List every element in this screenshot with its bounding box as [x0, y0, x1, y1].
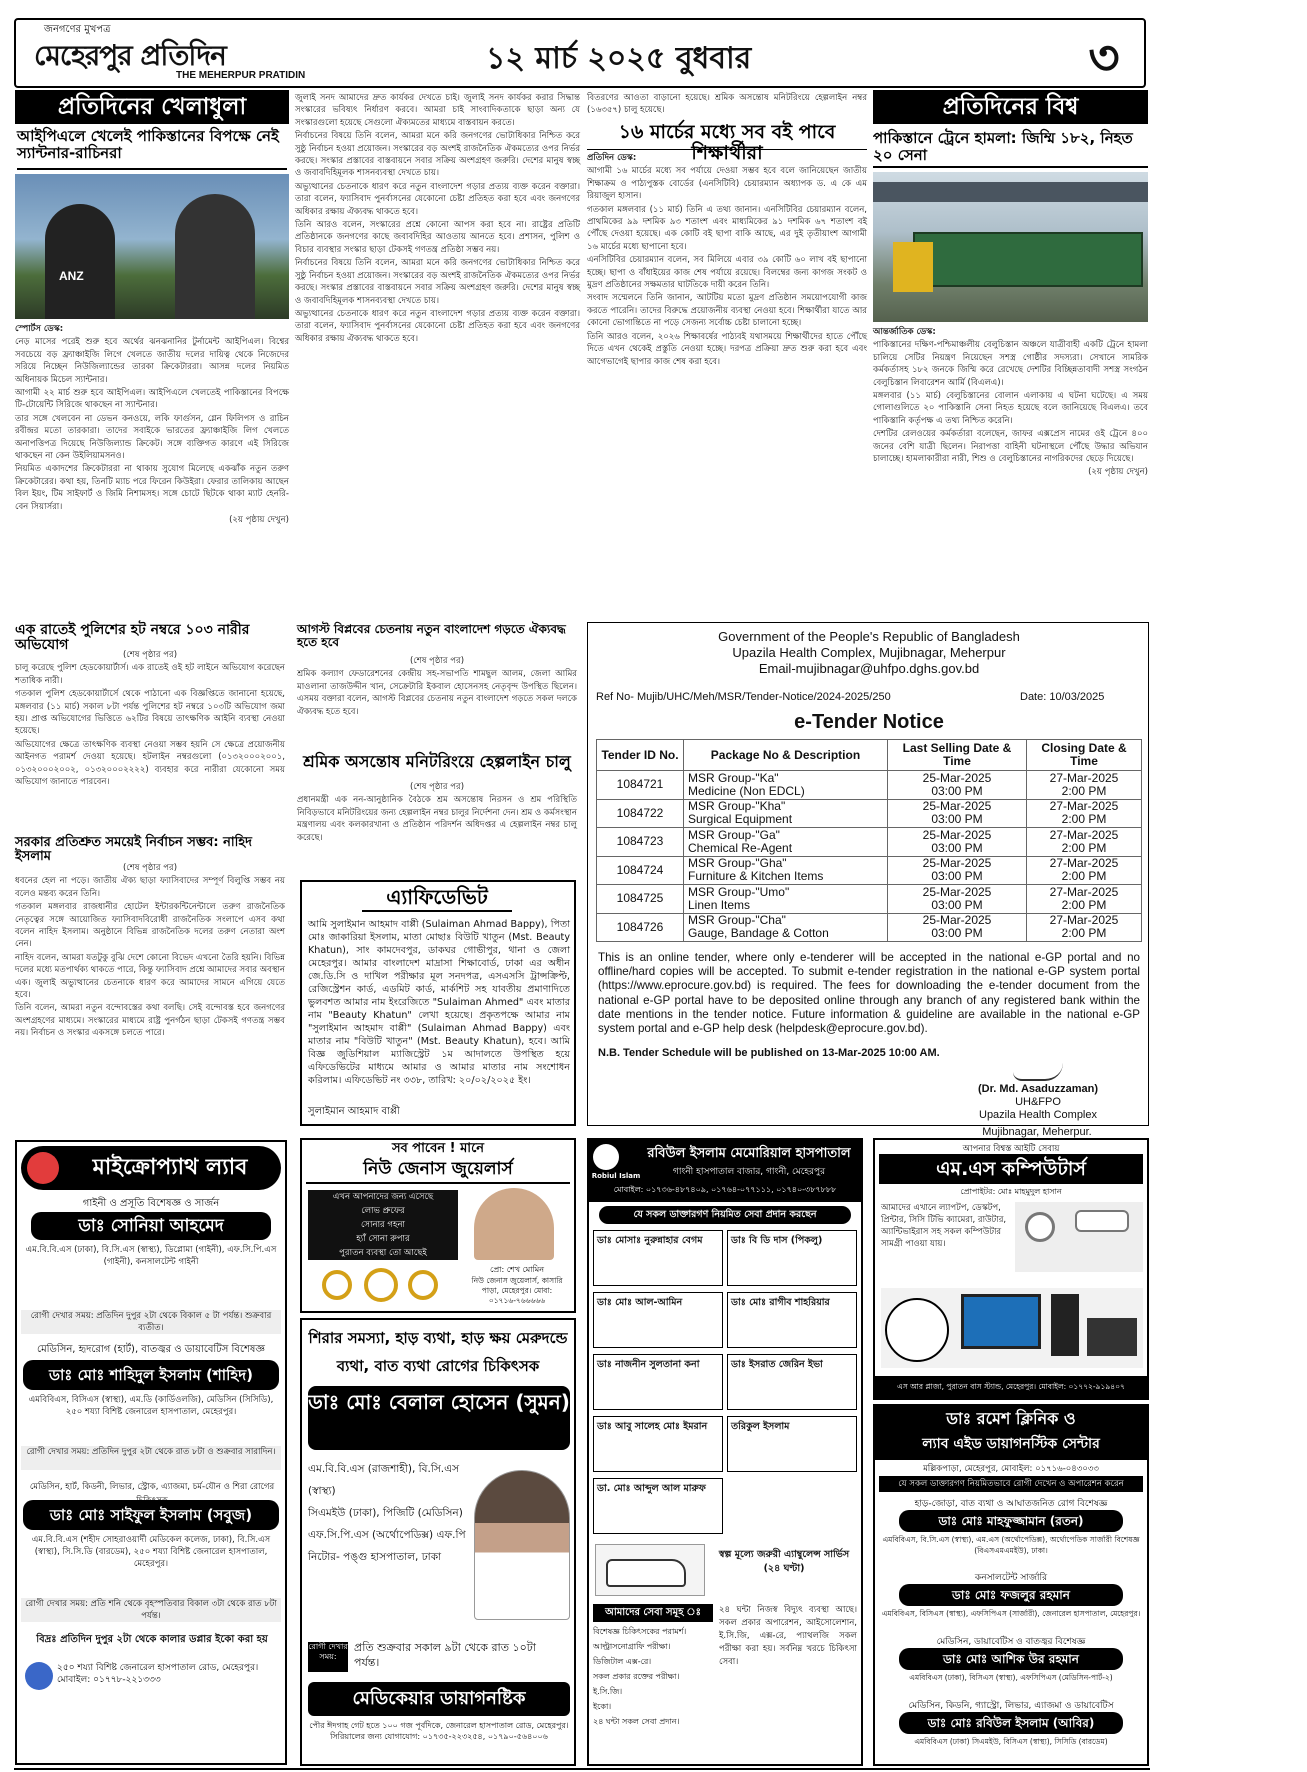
- package-desc: Surgical Equipment: [688, 812, 793, 827]
- sports-headline: আইপিএলে খেলেই পাকিস্তানের বিপক্ষে নেই স্যান্টনার-রাচিনরা: [17, 128, 287, 170]
- d1-role: হাড়-জোড়া, বাত ব্যথা ও আঘাতজনিত রোগ বিশেষজ্ঞ: [914, 1499, 1108, 1509]
- belal-name: ডাঃ মোঃ বেলাল হোসেন (সুমন): [308, 1386, 570, 1450]
- jewel-line: এখন আপনাদের জন্য এসেছে: [332, 1192, 434, 1202]
- col-header: Closing Date & Time: [1027, 740, 1142, 771]
- train-front: [893, 242, 933, 292]
- closing-cell: [1027, 885, 1142, 914]
- selling-cell: [888, 885, 1027, 914]
- micropath-title-text: মাইক্রোপ্যাথ ল্যাব: [92, 1155, 248, 1180]
- package-desc: Gauge, Bandage & Cotton: [688, 926, 829, 941]
- doctor-entry: ডাঃ বি ডি দাস (পিকলু): [727, 1230, 857, 1286]
- sports-body: [15, 323, 289, 600]
- selling-time: 03:00 PM: [931, 783, 983, 798]
- ad-ms-computers: [873, 1138, 1149, 1400]
- service-item: ডিজিটাল এক্স-রে।: [593, 1657, 652, 1666]
- table-row: [597, 799, 1142, 828]
- belal-degree: সিএমইউ (ঢাকা), পিজিটি (মেডিসিন): [308, 1507, 463, 1519]
- table-row: [597, 856, 1142, 885]
- player-left: [45, 204, 115, 319]
- doc3-time: রোগী দেখার সময়: প্রতি শনি থেকে বৃহস্পতিবার বিকাল ৩টা থেকে রাত ৮টা পর্যন্ত।: [21, 1598, 281, 1622]
- gov-line1: Government of the People's Republic of Bangladesh: [718, 629, 1020, 644]
- election-para: ধবনের হেল না পড়ে। জাতীয় ঐক্য ছাড়া ফ্যাসিবাদের সম্পূর্ণ বিলুপ্তি সম্ভব নয় বলেও মন্তব্য করেন তিনি।: [15, 876, 285, 899]
- police-para: চালু করেছে পুলিশ হেডকোয়ার্টার্স। এক রাতেই ওই হট লাইনে অভিযোগ করেছেন শতাধিক নারী।: [15, 663, 285, 686]
- august-headline: আগস্ট বিপ্লবের চেতনায় নতুন বাংলাদেশ গড়তে ঐক্যবদ্ধ হতে হবে: [297, 622, 566, 650]
- services-title: আমাদের সেবা সমূহ ঃ: [593, 1604, 713, 1622]
- world-headline: পাকিস্তানে ট্রেনে হামলা: জিম্মি ১৮২, নিহত ২০ সেনা: [873, 130, 1148, 168]
- doc1-time: রোগী দেখার সময়: প্রতিদিন দুপুর ২টা থেকে বিকাল ৫ টা পর্যন্ত। শুক্রবার ব্যতীত।: [21, 1310, 281, 1334]
- selling-time: 03:00 PM: [931, 926, 983, 941]
- article-para: নির্বাচনের বিষয়ে তিনি বলেন, আমরা মনে করি জনগণের ভোটাধিকার নিশ্চিত করে সুষ্ঠু নির্বাচন হওয়া প্রয়োজন। সংস্কারের বড় অংশই রাজনৈতিক ঐকমত্যের ওপর নির্ভর করছে। সংস্কার প্রস্তাবের বাস্তবায়নে সবার সক্রিয় অংশগ্রহণ জরুরি। দেশের মানুষ স্বচ্ছ ও জবাবদিহিমূলক শাসনব্যবস্থা দেখতে চায়।: [295, 131, 580, 179]
- gov-line2: Upazila Health Complex, Mujibnagar, Meherpur: [732, 645, 1006, 660]
- ad-rabiul-hospital: [587, 1138, 863, 1766]
- micropath-footer: বিদ্রঃ প্রতিদিন দুপুর ২টা থেকে কালার ডপ্লার ইকো করা হয়: [36, 1634, 268, 1645]
- d2-name: ডাঃ মোঃ ফজলুর রহমান: [899, 1584, 1123, 1606]
- election-para: নাহিদ বলেন, আমরা যতটুকু বুঝি দেশে কোনো বিভেদ এখনো তৈরি হয়নি। বিভিন্ন দলের মধ্যে মতপার্থক্য থাকতে পারে, কিন্তু ফ্যাসিবাদ প্রশ্নে আমাদের সবার অবস্থান এক। জুলাই অভ্যুত্থানের চেতনাকে ধারণ করে আমাদের সামনে এগিয়ে যেতে হবে।: [15, 952, 285, 1001]
- col-header: Tender ID No.: [597, 740, 684, 771]
- hospital-logo-icon: [593, 1144, 619, 1170]
- ad-jewellers: [300, 1138, 576, 1313]
- jewel-line: পুরাতন ব্যবস্থা তো আছেই: [339, 1248, 427, 1258]
- d3-degree: এমবিবিএস (ঢাকা), বিসিএস (স্বাস্থ্য), এফসিপিএস (মেডিসিন-পার্ট-২): [909, 1673, 1113, 1682]
- hospital-address: গাংনী হাসপাতাল বাজার, গাংনী, মেহেরপুর: [672, 1167, 826, 1177]
- police-para: অভিযোগের ক্ষেত্রে তাৎক্ষণিক ব্যবস্থা নেওয়া সম্ভব হয়নি সে ক্ষেত্রে প্রয়োজনীয় আইনগত পরামর্শ দেওয়া হয়েছে। হটলাইন নম্বরগুলো (০১৩২০০০২০০১, ০১৩২০০০২০০২, ০১৩২০০০২২২২) ব্যবহার করে নারীরা যেকোনো সময় অভিযোগ জানাতে পারবেন।: [15, 739, 285, 788]
- selling-time: 03:00 PM: [931, 869, 983, 884]
- doc2-time: রোগী দেখার সময়: প্রতিদিন দুপুর ২টা থেকে রাত ৮টা ও শুক্রবার সারাদিন।: [21, 1446, 281, 1470]
- signatory-title: UH&FPO: [1015, 1096, 1061, 1108]
- services-list: [593, 1624, 717, 1762]
- tender-table-wrap: [596, 739, 1142, 941]
- d3-role: মেডিসিন, ডায়াবেটিস ও বাতজ্বর বিশেষজ্ঞ: [936, 1637, 1086, 1647]
- ramesh-address: মল্লিকপাড়া, মেহেরপুর, মোবাইল: ০১৭১৬-০৪৩০৩৩: [923, 1464, 1099, 1474]
- service-item: ই.সি.জি।: [593, 1687, 623, 1696]
- selling-time: 03:00 PM: [931, 840, 983, 855]
- package-no: MSR Group-"Ka": [688, 770, 779, 785]
- package-cell: [684, 856, 888, 885]
- package-no: MSR Group-"Umo": [688, 884, 790, 899]
- service-item: বিশেষজ্ঞ চিকিৎসকের পরামর্শ।: [593, 1627, 687, 1636]
- owner-name: প্রো: শেখ মোমিন: [489, 1265, 545, 1274]
- micropath-logo-icon: [27, 1152, 59, 1184]
- doc2-role: মেডিসিন, হৃদরোগ (হার্ট), বাতজ্বর ও ডায়াবেটিস বিশেষজ্ঞ: [37, 1344, 265, 1355]
- doctor-entry: তরিকুল ইসলাম: [727, 1416, 857, 1472]
- doctor-entry: ডা. মোঃ আব্দুল আল মারুফ: [593, 1478, 723, 1534]
- train-body: [913, 232, 1143, 287]
- books-para: গতকাল মঙ্গলবার (১১ মার্চ) তিনি এ তথ্য জানান। এনসিটিবির চেয়ারম্যান বলেন, প্রাথমিকের ৯৯ দশমিক ৯৩ শতাংশ এবং মাধ্যমিকের ৯১ দশমিক ৬৭ শতাংশ বই পৌঁছে দেওয়া হয়েছে। এক কোটি বই ছাপা বাকি আছে, এর দুই তৃতীয়াংশ আগামী ১৬ মার্চের মধ্যে ছাপানো হবে।: [587, 204, 867, 252]
- closing-cell: [1027, 799, 1142, 828]
- player-right: [175, 194, 255, 319]
- package-desc: Chemical Re-Agent: [688, 840, 793, 855]
- doc1-name: ডাঃ সোনিয়া আহমেদ: [31, 1212, 271, 1240]
- d4-degree: এমবিবিএস (ঢাকা) সিএমইউ, বিসিএস (স্বাস্থ্য), সিসিডি (বারডেম): [914, 1737, 1108, 1746]
- page-bottom-rule: [14, 1768, 1150, 1770]
- medicare-title: মেডিকেয়ার ডায়াগনষ্টিক: [308, 1682, 570, 1716]
- tender-table: [596, 739, 1142, 942]
- police-article: [15, 623, 285, 833]
- issue-date: ১২ মার্চ ২০২৫ বুধবার: [486, 41, 752, 76]
- selling-cell: [888, 856, 1027, 885]
- ring-icon: [364, 1268, 398, 1302]
- selling-time: 03:00 PM: [931, 812, 983, 827]
- badge-icon: [885, 1298, 949, 1362]
- article-para: অভ্যুত্থানের চেতনাকে ধারণ করে নতুন বাংলাদেশ গড়ার প্রত্যয় ব্যক্ত করেন বক্তারা। তারা বলেন, ফ্যাসিবাদ পুনর্বাসনের যেকোনো চেষ্টা প্রতিহত করা হবে এবং জনগণের অধিকার রক্ষায় ঐক্যবদ্ধ থাকতে হবে।: [295, 181, 580, 217]
- helpline-para: প্রধানমন্ত্রী এক নন-আনুষ্ঠানিক বৈঠকে শ্রম অসন্তোষ নিরসন ও শ্রম পরিস্থিতি নিবিড়ভাবে মনিটরিংয়ের জন্য হেল্পলাইন নম্বর চালুর নির্দেশনা দেন। শ্রম ও কর্মসংস্থান মন্ত্রণালয় এবং কলকারখানা ও প্রতিষ্ঠান পরিদর্শন অধিদপ্তর এ হেল্পলাইন নম্বর চালু করেছে।: [297, 795, 577, 843]
- service-item: ইকো।: [593, 1702, 612, 1711]
- ad-micropath: [15, 1140, 287, 1765]
- selling-cell: [888, 913, 1027, 942]
- closing-time: 2:00 PM: [1061, 869, 1107, 884]
- doctor-entry: ডাঃ মোসাঃ নুরুন্নাহার বেগম: [593, 1230, 723, 1286]
- closing-date: 27-Mar-2025: [1049, 913, 1119, 928]
- pc-case-icon: [1051, 1294, 1079, 1356]
- tender-id: 1084726: [597, 913, 684, 942]
- service-item: সকল প্রকার রক্তের পরীক্ষা।: [593, 1672, 680, 1681]
- affidavit-box: [300, 880, 576, 1126]
- tender-id: 1084724: [597, 856, 684, 885]
- table-row: [597, 771, 1142, 800]
- august-body: [297, 655, 577, 747]
- doc3-degree: এম.বি.বি.এস (শহীদ সোহরাওয়ার্দী মেডিকেল কলেজ, ঢাকা), বি.সি.এস (স্বাস্থ্য), সি.সি.ডি (বারডেম), ২৫০ শয্যা বিশিষ্ট জেনারেল হাসপাতাল, মেহেরপুর।: [31, 1535, 271, 1569]
- closing-cell: [1027, 828, 1142, 857]
- closing-cell: [1027, 856, 1142, 885]
- jersey-sponsor: ANZ: [59, 269, 84, 283]
- micropath-address: ২৫০ শয্যা বিশিষ্ট জেনারেল হাসপাতাল রোড, মেহেরপুর। মোবাইল: ০১৭৭৮-২২১৩৩৩: [57, 1663, 259, 1685]
- d2-degree: এমবিবিএস, বিসিএস (স্বাস্থ্য), এফসিপিএস (সার্জারী), জেনারেল হাসপাতাল, মেহেরপুর।: [881, 1609, 1141, 1618]
- selling-cell: [888, 799, 1027, 828]
- jewel-line: সোনার গহনা: [360, 1220, 406, 1230]
- package-cell: [684, 913, 888, 942]
- medicare-address: পৌর ঈদগাহ গেট হতে ১০০ গজ পূর্বদিকে, জেনারেল হাসপাতাল রোড, মেহেরপুর। সিরিয়ালের জন্য যোগাযোগ: ০১৭৩৫-২২৩২৫৪, ০১৭৯০-৫৬৪০০৬: [309, 1721, 569, 1741]
- closing-date: 27-Mar-2025: [1049, 770, 1119, 785]
- package-cell: [684, 771, 888, 800]
- selling-time: 03:00 PM: [931, 897, 983, 912]
- table-row: [597, 885, 1142, 914]
- books-article: [587, 92, 867, 622]
- selling-date: 25-Mar-2025: [922, 884, 992, 899]
- sports-para: নেড় মাসের পরেই শুরু হবে অর্থের ঝনঝনানির টুর্নামেন্ট আইপিএল। বিশ্বের সবচেয়ে বড় ফ্র্যাঞ্চাইজি লিগে খেলতে জাতীয় দলের দায়িত্ব থেকে নিজেদের সরিয়ে নিচ্ছেন নিউজিল্যান্ডের তারকা ক্রিকেটাররা। আসন্ন দলের নিয়মিত অধিনায়ক মিচেল স্যান্টনার।: [15, 337, 289, 385]
- from-page-note: (শেষ পৃষ্ঠার পর): [409, 656, 465, 666]
- camera-icon: [1075, 1210, 1129, 1232]
- computer-address: এস আর প্লাজা, পুরাতন বাস স্ট্যান্ড, মেহেরপুর। মোবাইল: ০১৭৭২-৯১৯৪০৭: [875, 1376, 1147, 1398]
- d4-name: ডাঃ মোঃ রবিউল ইসলাম (আবির): [899, 1712, 1123, 1734]
- package-desc: Linen Items: [688, 897, 751, 912]
- package-no: MSR Group-"Gha": [688, 856, 787, 871]
- ambulance-text: স্বল্প মূল্যে জরুরী এ্যাম্বুলেন্স সার্ভিস (২৪ ঘণ্টা): [718, 1549, 850, 1574]
- printer-icon: [1087, 1318, 1137, 1356]
- rabiul-doctor-list: [591, 1230, 859, 1540]
- newspaper-name-english: THE MEHERPUR PRATIDIN: [176, 70, 306, 81]
- hospital-org: Robiul Islam: [591, 1172, 641, 1180]
- service-item: আল্ট্রাসনোগ্রাফি পরীক্ষা।: [593, 1642, 671, 1651]
- jewel-top: সব পাবেন ! মানে: [391, 1141, 485, 1156]
- doctor-entry: ডাঃ ইসরাত জেরিন ইভা: [727, 1354, 857, 1410]
- tender-title: e-Tender Notice: [794, 711, 944, 733]
- world-section: [873, 90, 1148, 620]
- d3-name: ডাঃ মোঃ আশিক উর রহমান: [899, 1648, 1123, 1670]
- ramesh-header: [875, 1406, 1147, 1460]
- closing-date: 27-Mar-2025: [1049, 884, 1119, 899]
- sports-byline: স্পোর্টস ডেস্ক:: [15, 324, 64, 334]
- package-no: MSR Group-"Cha": [688, 913, 786, 928]
- hospital-phone: মোবাইল: ০১৭৩৬-৪৮৭৪০৯, ০১৭৬৪-০৭৭১১১, ০১৭৪০-৩৮৭৮৮৮: [613, 1185, 837, 1194]
- d1-degree: এমবিবিএস, বি.সি.এস (স্বাস্থ্য), এম.এস (অর্থোপেডিক্স), অর্থোপেডিক সার্জারী বিশেষজ্ঞ (বিএসএমএমইউ), ঢাকা।: [882, 1535, 1140, 1555]
- belal-time-label: রোগী দেখার সময়:: [308, 1642, 348, 1672]
- computers-image: [881, 1288, 1143, 1368]
- d2-role: কনসালটেন্ট সার্জারি: [974, 1573, 1048, 1583]
- helpline-headline: শ্রমিক অসন্তোষ মনিটরিংয়ে হেল্পলাইন চালু: [303, 752, 571, 771]
- selling-date: 25-Mar-2025: [922, 827, 992, 842]
- books-headline: ১৬ মার্চের মধ্যে সব বই পাবে শিক্ষার্থীরা: [587, 122, 867, 150]
- doctor-photo: [474, 1470, 570, 1620]
- computer-desc: আমাদের এখানে ল্যাপটপ, ডেস্কটপ, প্রিন্টার, সিসি টিভি ক্যামেরা, রাউটার, অ্যান্টিভাইরাস সহ সকল কম্পিউটার সামগ্রী পাওয়া যায়।: [881, 1203, 1007, 1249]
- package-desc: Medicine (Non EDCL): [688, 783, 805, 798]
- affidavit-signature: সুলাইমান আহমাদ বাপ্পী: [308, 1106, 400, 1117]
- doc2-name: ডাঃ মোঃ শাহিদুল ইসলাম (শাহিদ): [23, 1360, 279, 1390]
- selling-cell: [888, 771, 1027, 800]
- article-para: অভ্যুত্থানের চেতনাকে ধারণ করে নতুন বাংলাদেশ গড়ার প্রত্যয় ব্যক্ত করেন বক্তারা। তারা বলেন, ফ্যাসিবাদ পুনর্বাসনের যেকোনো চেষ্টা প্রতিহত করা হবে এবং জনগণের অধিকার রক্ষায় ঐক্যবদ্ধ থাকতে হবে।: [295, 308, 580, 344]
- from-page-note: (শেষ পৃষ্ঠার পর): [122, 650, 178, 660]
- belal-degree: এম.বি.বি.এস (রাজশাহী), বি.সি.এস (স্বাস্থ্য): [308, 1463, 460, 1497]
- table-row: [597, 913, 1142, 942]
- from-page-note: (শেষ পৃষ্ঠার পর): [122, 863, 178, 873]
- package-cell: [684, 828, 888, 857]
- tender-nb: N.B. Tender Schedule will be published on 13-Mar-2025 10:00 AM.: [598, 1047, 940, 1059]
- election-headline: সরকার প্রতিশ্রুত সময়েই নির্বাচন সম্ভব: নাহিদ ইসলাম: [15, 835, 252, 865]
- ring-icon: [408, 1270, 438, 1300]
- ramesh-title: ডাঃ রমেশ ক্লিনিক ও: [946, 1409, 1076, 1428]
- rabiul-header: [589, 1140, 861, 1202]
- belal-specialty: শিরার সমস্যা, হাড় ব্যথা, হাড় ক্ষয় মেরুদন্ডে ব্যথা, বাত ব্যথা রোগের চিকিৎসক: [308, 1329, 568, 1375]
- computer-title: এম.এস কম্পিউটার্স: [879, 1154, 1143, 1184]
- from-page-note: (শেষ পৃষ্ঠার পর): [409, 782, 465, 792]
- affidavit-title: এ্যাফিডেভিট: [362, 886, 512, 912]
- jewelry-image: [312, 1264, 452, 1304]
- newspaper-name: মেহেরপুর প্রতিদিন: [34, 39, 226, 72]
- selling-date: 25-Mar-2025: [922, 913, 992, 928]
- computer-subtitle: প্রোপাইটর: মোঃ মাহমুদুল হাসান: [960, 1187, 1062, 1196]
- selling-date: 25-Mar-2025: [922, 856, 992, 871]
- col-header: Last Selling Date & Time: [888, 740, 1027, 771]
- section-title-sports: প্রতিদিনের খেলাধুলা: [15, 90, 289, 124]
- closing-time: 2:00 PM: [1061, 926, 1107, 941]
- closing-time: 2:00 PM: [1061, 840, 1107, 855]
- doc3-role: মেডিসিন, হার্ট, কিডনী, লিভার, স্ট্রোক, এ্যাজমা, চর্ম-যৌন ও শিরা রোগের: [29, 1482, 275, 1492]
- table-header-row: [597, 740, 1142, 771]
- package-no: MSR Group-"Kha": [688, 799, 786, 814]
- platform-roof: [873, 182, 1148, 202]
- tender-id: 1084721: [597, 771, 684, 800]
- camera-icon: [1025, 1212, 1055, 1242]
- doctor-entry: ডাঃ মোঃ আল-আমিন: [593, 1292, 723, 1348]
- micropath-title: [21, 1146, 281, 1190]
- sports-para: আগামী ২২ মার্চ শুরু হবে আইপিএল। আইপিএলে খেলতেই পাকিস্তানের বিপক্ষে টি-টোয়েন্টি সিরিজে থাকছেন না স্যান্টনার।: [15, 388, 289, 411]
- ambulance-icon: [606, 1559, 686, 1587]
- masthead: [14, 18, 1146, 88]
- tender-id: 1084723: [597, 828, 684, 857]
- computer-top: আপনার বিশ্বস্ত আইটি সেবায়: [962, 1144, 1060, 1154]
- tender-date: Date: 10/03/2025: [1020, 691, 1105, 703]
- sports-para: নিয়মিত একাদশের ক্রিকেটাররা না থাকায় সুযোগ মিলেছে একঝাঁক নতুন তরুণ ক্রিকেটারের। কথা হয়, তিনটি ম্যাচ পরে ফিরেন কিউইরা। ফেরার তালিকায় আছেন বিল ইয়ং, টিম সাইফার্ট ও জিমি নিশামসহ। সঙ্গে চোটে ছিটকে থাকা ম্যাট হেনরি-বেন সিয়ার্সরা।: [15, 464, 289, 512]
- doc2-degree: এমবিবিএস, বিসিএস (স্বাস্থ্য), এম.ডি (কার্ডিওলজি), মেডিসিন (সিসিডি), ২৫০ শয্যা বিশিষ্ট জেনারেল হাসপাতাল, মেহেরপুর।: [28, 1395, 274, 1417]
- closing-date: 27-Mar-2025: [1049, 799, 1119, 814]
- tender-note: This is an online tender, where only e-tenderer will be accepted in the national e-GP portal and no offline/hard copies will be accepted. To submit e-tender registration in the national e-GP system portal (https://www.eprocure.gov.bd) is required. The fees for downloading the e-tender document from the national e-GP portal have to be deposited online through any branch of any registered bank within the date mentions in the tender notice. Future information & guideline are available in the national e-GP system portal and e-GP help desk (helpdesk@eprocure.gov.bd).: [598, 951, 1140, 1036]
- jewel-line: লোভ প্রুফের: [361, 1206, 405, 1216]
- signatory-office: Upazila Health Complex: [979, 1109, 1097, 1121]
- jewel-address: নিউ জেনাস জুয়েলার্স, কাসারি পাড়া, মেহেরপুর। মোবা: ০১৭১৬-৭৬৬৬৬৬: [471, 1276, 563, 1305]
- doc1-degree: এম.বি.বি.এস (ঢাকা), বি.সি.এস (স্বাস্থ্য), ডিপ্লোমা (গাইনী), এফ.সি.পি.এস (গাইনী), কনসালটেন্ট গাইনী: [25, 1245, 277, 1267]
- col-header: Package No & Description: [684, 740, 888, 771]
- ring-icon: [322, 1270, 352, 1300]
- election-article: [15, 836, 285, 1126]
- world-body: [873, 326, 1148, 620]
- doctor-entry: ডাঃ আবু সালেহ মোঃ ইমরান: [593, 1416, 723, 1472]
- world-para: পাকিস্তানের দক্ষিণ-পশ্চিমাঞ্চলীয় বেলুচিস্তান অঞ্চলে যাত্রীবাহী একটি ট্রেনে হামলা চালিয়ে সেটির নিয়ন্ত্রণ নিয়েছেন সশস্ত্র গোষ্ঠীর সদস্যরা। সেখানে সামরিক কর্মকর্তাসহ ১৮২ জনকে জিম্মি করে রেখেছে দেশটির বিচ্ছিন্নতাবাদী সশস্ত্র সংগঠন বেলুচিস্তান লিবারেশন আর্মি (বিএলএ)।: [873, 340, 1148, 388]
- books-para: তিনি আরও বলেন, ২০২৬ শিক্ষাবর্ষের পাঠ্যবই যথাসময়ে শিক্ষার্থীদের হাতে পৌঁছে দিতে এখন থেকেই প্রস্তুতি নেওয়া হচ্ছে। দরপত্র প্রক্রিয়া দ্রুত শুরু করা হবে এবং আগেভাগেই ছাপার কাজ শেষ করা হবে।: [587, 331, 867, 367]
- books-para: এনসিটিবির চেয়ারম্যান বলেন, সব মিলিয়ে এবার ৩৯ কোটি ৬০ লাখ বই ছাপানো হচ্ছে। ছাপা ও বাঁধাইয়ের কাজ শেষ পর্যায়ে রয়েছে। বিলম্বের জন্য কাগজ সংকট ও মুদ্রণ প্রতিষ্ঠানের সক্ষমতার ঘাটতিকে দায়ী করেন তিনি।: [587, 255, 867, 291]
- package-cell: [684, 885, 888, 914]
- books-body: [587, 152, 867, 622]
- page-number: ৩: [1088, 30, 1120, 86]
- ambulance-image: [595, 1544, 705, 1596]
- world-para: মঙ্গলবার (১১ মার্চ) বেলুচিস্তানের বোলান এলাকায় এ ঘটনা ঘটেছে। এ সময় গোলাগুলিতে ২০ পাকিস্তানি সেনা নিহত হয়েছে বলে জানিয়েছে বিএলএ। তবে পাকিস্তানি কর্তৃপক্ষ এ তথ্য নিশ্চিত করেনি।: [873, 391, 1148, 426]
- belal-time: প্রতি শুক্রবার সকাল ৯টা থেকে রাত ১০টা পর্যন্ত।: [354, 1641, 536, 1669]
- jewel-line: হ্যাঁ সোনা রুপার: [356, 1234, 410, 1244]
- ad-ramesh-clinic: [873, 1404, 1149, 1766]
- ad-dr-belal: [300, 1318, 576, 1766]
- closing-cell: [1027, 913, 1142, 942]
- police-headline: এক রাতেই পুলিশের হট নম্বরে ১০৩ নারীর অভিযোগ: [15, 622, 250, 654]
- selling-date: 25-Mar-2025: [922, 799, 992, 814]
- sports-photo: [15, 174, 289, 319]
- police-body: [15, 649, 285, 833]
- police-para: গতকাল পুলিশ হেডকোয়ার্টার্সে থেকে পাঠানো এক বিজ্ঞপ্তিতে জানানো হয়েছে, মঙ্গলবার (১১ মার্চ) সকাল ৮টা পর্যন্ত পুলিশের হট নম্বরে ১০৩টি অভিযোগ জমা হয়। প্রাপ্ত অভিযোগের ভিত্তিতে ৬২টির বিষয়ে তাৎক্ষণিক আইনি ব্যবস্থা নেওয়া হয়েছে।: [15, 689, 285, 737]
- belal-degree: নিটোর- পঙ্গু হাসপাতাল, ঢাকা: [308, 1551, 442, 1563]
- tender-id: 1084722: [597, 799, 684, 828]
- jewel-offer: [308, 1190, 458, 1260]
- doctor-entry: ডাঃ মোঃ রাগীব শাহরিয়ার: [727, 1292, 857, 1348]
- continued-note: (২য় পৃষ্ঠায় দেখুন): [1088, 467, 1148, 478]
- rabiul-banner: যে সকল ডাক্তারগণ নিয়মিত সেবা প্রদান করছেন: [599, 1206, 851, 1224]
- power-text: ২৪ ঘন্টা নিজস্ব বিদ্যুৎ ব্যবস্থা আছে। সকল প্রকার অপারেশন, আইসোলেশান, ই.সি.জি, এক্স-রে, প্যাথলজি সকল পরীক্ষা করা হয়। সর্বনিম্ন খরচে চিকিৎসা সেবা।: [719, 1605, 857, 1667]
- tender-id: 1084725: [597, 885, 684, 914]
- books-para: আগামী ১৬ মার্চের মধ্যে সব পর্যায়ে দেওয়া সম্ভব হবে বলে জানিয়েছেন জাতীয় শিক্ষাক্রম ও পাঠ্যপুস্তক বোর্ডের (এনসিটিবি) চেয়ারম্যান অধ্যাপক ড. এ কে এম রিয়াজুল হাসান।: [587, 166, 867, 202]
- world-byline: আন্তর্জাতিক ডেস্ক:: [873, 327, 936, 337]
- tender-notice: [587, 622, 1149, 1126]
- selling-date: 25-Mar-2025: [922, 770, 992, 785]
- closing-time: 2:00 PM: [1061, 783, 1107, 798]
- belal-degree: এফ.সি.পি.এস (অর্থোপেডিক্স) এফ.পি: [308, 1529, 466, 1541]
- election-para: তিনি বলেন, আমরা নতুন বন্দোবস্তের কথা বলছি। সেই বন্দোবস্ত হবে জনগণের অংশগ্রহণের মাধ্যমে। সংস্কারের মাধ্যমে রাষ্ট্র পুনর্গঠন ছাড়া টেকসই গণতন্ত্র সম্ভব নয়। নির্বাচন ও সংস্কার একসঙ্গে চলতে পারে।: [15, 1003, 285, 1039]
- election-para: গতকাল মঙ্গলবার রাজধানীর হোটেল ইন্টারকন্টিনেন্টালে তরুণ রাজনৈতিক নেতৃত্বের সঙ্গে আয়োজিত ফ্যাসিবাদবিরোধী রাজনৈতিক সংলাপে এসব কথা বলেন নাহিদ ইসলাম। অনুষ্ঠানে বিভিন্ন রাজনৈতিক দলের তরুণ নেতারা অংশ নেন।: [15, 902, 285, 950]
- signatory-place: Mujibnagar, Meherpur.: [982, 1126, 1092, 1138]
- train-photo: [873, 172, 1148, 322]
- doctor-entry: ডাঃ নাজনীন সুলতানা কনা: [593, 1354, 723, 1410]
- continued-note: (২য় পৃষ্ঠায় দেখুন): [229, 515, 289, 526]
- doc1-role: গাইনী ও প্রসূতি বিশেষজ্ঞ ও সার্জন: [82, 1198, 220, 1209]
- d1-name: ডাঃ মোঃ মাহফুজ্জামান (রতন): [899, 1510, 1123, 1532]
- signature-mark: [1013, 1063, 1063, 1081]
- doc3-name: ডাঃ মোঃ সাইফুল ইসলাম (সবুজ): [23, 1500, 279, 1530]
- gov-email: Email-mujibnagar@uhfpo.dghs.gov.bd: [758, 661, 980, 676]
- section-title-world: প্রতিদিনের বিশ্ব: [873, 90, 1148, 124]
- package-cell: [684, 799, 888, 828]
- cctv-image: [1015, 1202, 1143, 1272]
- monitor-icon: [961, 1294, 1041, 1349]
- election-body: [15, 862, 285, 1126]
- masthead-tagline: জনগণের মুখপত্র: [44, 24, 111, 35]
- mid-articles: [297, 623, 577, 878]
- micropath-small-logo: [25, 1662, 53, 1690]
- signatory-name: (Dr. Md. Asaduzzaman): [978, 1083, 1098, 1095]
- world-para: দেশটির রেলওয়ের কর্মকর্তারা বলেছেন, জাফর এক্সপ্রেস নামের ওই ট্রেনে ৪০০ জনের বেশি যাত্রী ছিলেন। নিরাপত্তা বাহিনী ঘটনাস্থলে পৌঁছে উদ্ধার অভিযান চালাচ্ছে। হামলাকারীরা নারী, শিশু ও বেলুচিস্তানের নাগরিকদের ছেড়ে দিয়েছে।: [873, 429, 1148, 465]
- hospital-title: রবিউল ইসলাম মেমোরিয়াল হাসপাতাল: [647, 1146, 851, 1161]
- closing-cell: [1027, 771, 1142, 800]
- package-no: MSR Group-"Ga": [688, 827, 780, 842]
- ramesh-title-2: ল্যাব এইড ডায়াগনস্টিক সেন্টার: [922, 1436, 1100, 1452]
- closing-date: 27-Mar-2025: [1049, 827, 1119, 842]
- article-intro: বিতরণের আওতা বাড়ানো হয়েছে। শ্রমিক অসন্তোষ মনিটরিংয়ে হেল্পলাইন নম্বর (১৬৩৫৭) চালু হয়েছে।: [587, 93, 867, 116]
- books-byline: প্রতিদিন ডেস্ক:: [587, 153, 637, 163]
- table-row: [597, 828, 1142, 857]
- helpline-body: [297, 781, 577, 876]
- belal-degrees: [308, 1458, 468, 1638]
- owner-photo: [474, 1188, 554, 1260]
- jewel-title: নিউ জেনাস জুয়েলার্স: [306, 1160, 570, 1184]
- selling-cell: [888, 828, 1027, 857]
- closing-date: 27-Mar-2025: [1049, 856, 1119, 871]
- closing-time: 2:00 PM: [1061, 812, 1107, 827]
- article-para: জুলাই সনদ আমাদের দ্রুত কার্যকর দেখতে চাই। জুলাই সনদ কার্যকর করার সিদ্ধান্ত সংস্কারের ভবিষ্যৎ নির্ধারণ করবে। আমরা চাই সাংবাদিকতাকে ছাড়া অন্য যে সংস্কারগুলো হয়েছে সেগুলো ঐক্যমতের মাধ্যমে বাস্তবায়ন করতে।: [295, 93, 580, 128]
- package-desc: Furniture & Kitchen Items: [688, 869, 824, 884]
- affidavit-body: আমি সুলাইমান আহমাদ বাপ্পী (Sulaiman Ahmad Bappy), পিতা মোঃ জাকারিয়া ইসলাম, মাতা মোছাঃ বিউটি খাতুন (Mst. Beauty Khatun), সাং কামদেবপুর, ডাকঘর গোভীপুর, থানা ও জেলা মেহেরপুর। আমার বাংলাদেশ মাদ্রাসা শিক্ষাবোর্ড, ঢাকা এর অধীন জে.ডি.সি ও দাখিল পরীক্ষার মূল সনদপত্র, এসএসসি ট্রান্সক্রিপ্ট, রেজিস্ট্রেশন কার্ড, এডমিট কার্ড, মার্কশিট সহ যাবতীয় প্রমাণাদিতে ভুলবশত আমার নাম ইংরেজিতে "Sulaiman Ahmed" এবং মাতার নাম "Beauty Khatun" লেখা হয়েছে। প্রকৃতপক্ষে আমার নাম "সুলাইমান আহমাদ বাপ্পী" (Sulaiman Ahmad Bappy) এবং মাতার নাম "বিউটি খাতুন" (Mst. Beauty Khatun), হবে। আমি বিজ্ঞ জুডিশিয়াল ম্যাজিস্ট্রেট ১ম আদালতে উপস্থিত হয়ে এফিডেভিটের মাধ্যমে আমার ও আমার মাতার নাম সংশোধন করিলাম। এফিডেভিট নং ৩৩৮, তারিখ: ২০/০২/২০২৫ ইং।: [308, 919, 570, 1086]
- tender-ref: Ref No- Mujib/UHC/Meh/MSR/Tender-Notice/2024-2025/250: [596, 691, 891, 703]
- article-para: নির্বাচনের বিষয়ে তিনি বলেন, আমরা মনে করি জনগণের ভোটাধিকার নিশ্চিত করে সুষ্ঠু নির্বাচন হওয়া প্রয়োজন। সংস্কারের বড় অংশই রাজনৈতিক ঐকমত্যের ওপর নির্ভর করছে। সংস্কার প্রস্তাবের বাস্তবায়নে সবার সক্রিয় অংশগ্রহণ জরুরি। দেশের মানুষ স্বচ্ছ ও জবাবদিহিমূলক শাসনব্যবস্থা দেখতে চায়।: [295, 258, 580, 306]
- d4-role: মেডিসিন, কিডনি, গ্যাস্ট্রো, লিভার, এ্যাজমা ও ডায়াবেটিস: [908, 1701, 1114, 1711]
- sports-para: তার সঙ্গে খেলবেন না ডেভন কনওয়ে, লকি ফার্গুসন, গ্লেন ফিলিপস ও রাচিন রবীন্দ্রর মতো তারকারা। তাদের সবাইকে ভারতের ফ্র্যাঞ্চাইজি লিগ খেলতে অনাপত্তিপত্র দিয়েছে নিউজিল্যান্ড ক্রিকেট। সঙ্গে ব্যক্তিগত কারণে এই সিরিজে থাকছেন না কেন উইলিয়ামসনও।: [15, 413, 289, 462]
- sports-section: [15, 90, 289, 600]
- article-para: তিনি আরও বলেন, সংস্কারের প্রশ্নে কোনো আপস করা হবে না। রাষ্ট্রের প্রতিটি প্রতিষ্ঠানকে জনগণের কাছে জবাবদিহির আওতায় আনতে হবে। প্রশাসন, পুলিশ ও বিচার ব্যবস্থার সংস্কার ছাড়া টেকসই গণতন্ত্র প্রতিষ্ঠা সম্ভব নয়।: [295, 220, 580, 255]
- service-item: ২৪ ঘন্টা সকল সেবা প্রদান।: [593, 1717, 680, 1726]
- closing-time: 2:00 PM: [1061, 897, 1107, 912]
- article-col2: [295, 92, 580, 622]
- ramesh-banner: যে সকল ডাক্তারগণ নিয়মিতভাবে রোগী দেখেন ও অপারেশন করেন: [879, 1476, 1143, 1492]
- august-para: শ্রমিক কল্যাণ ফেডারেশনের কেন্দ্রীয় সহ-সভাপতি শামছুল আলম, জেলা আমির মাওলানা তাজউদ্দীন খান, সেক্রেটারি ইকবাল হোসেনসহ নেতৃবৃন্দ উপস্থিত ছিলেন। এসময় বক্তারা বলেন, আগস্ট বিপ্লবের চেতনায় নতুন বাংলাদেশ গড়তে সকল দলকে ঐক্যবদ্ধ হতে হবে।: [297, 669, 577, 717]
- books-para: সংবাদ সম্মেলনে তিনি জানান, আটটিয় মতো মুদ্রণ প্রতিষ্ঠান সময়োপযোগী কাজ করতে পারেনি। তাদের বিরুদ্ধে প্রয়োজনীয় ব্যবস্থা নেওয়া হবে। শিক্ষার্থীরা যাতে আর কোনো ভোগান্তিতে না পড়ে সেজন্য সর্বোচ্চ চেষ্টা চালানো হচ্ছে।: [587, 293, 867, 329]
